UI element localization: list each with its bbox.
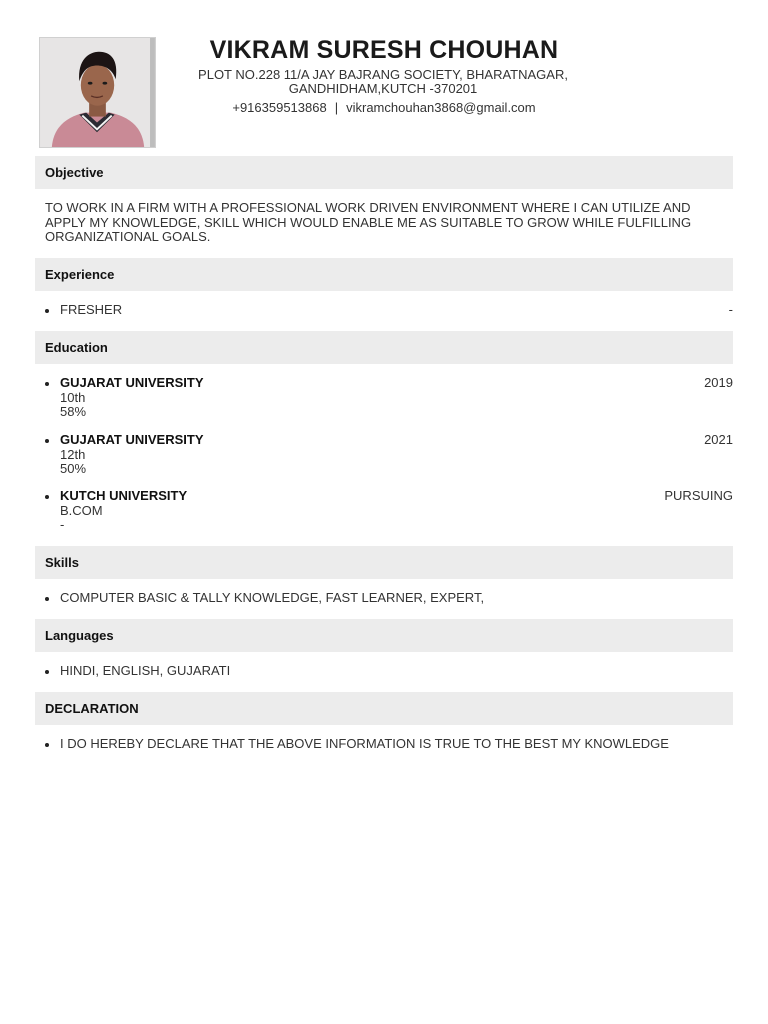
address — [190, 68, 576, 96]
bullet-dot — [45, 597, 49, 601]
section-declaration-heading: DECLARATION — [35, 692, 733, 725]
education-level: B.COM — [60, 502, 103, 518]
education-institution: GUJARAT UNIVERSITY — [60, 432, 204, 447]
education-institution: GUJARAT UNIVERSITY — [60, 375, 204, 390]
languages-text: HINDI, ENGLISH, GUJARATI — [60, 663, 231, 678]
languages-item — [45, 664, 733, 679]
skills-text: COMPUTER BASIC & TALLY KNOWLEDGE, FAST LEARNER, EXPERT, — [60, 590, 485, 605]
education-year: 2019 — [704, 375, 733, 390]
section-education-heading: Education — [35, 331, 733, 364]
education-level: 10th — [60, 389, 86, 405]
bullet-dot — [45, 309, 49, 313]
bullet-dot — [45, 495, 49, 499]
section-objective-heading: Objective — [35, 156, 733, 189]
bullet-dot — [45, 670, 49, 674]
bullet-dot — [45, 382, 49, 386]
section-languages-heading: Languages — [35, 619, 733, 652]
phone-number: +916359513868 — [232, 100, 327, 115]
address-line-1: PLOT NO.228 11/A JAY BAJRANG SOCIETY, BHARATNAGAR, — [198, 67, 568, 82]
experience-label: FRESHER — [60, 302, 123, 317]
education-status: PURSUING — [664, 488, 733, 503]
contact-line — [0, 100, 768, 115]
email-address: vikramchouhan3868@gmail.com — [346, 100, 536, 115]
education-item — [45, 489, 733, 533]
education-score: 58% — [60, 404, 87, 419]
education-score: - — [60, 517, 65, 532]
education-score: 50% — [60, 461, 87, 476]
education-year: 2021 — [704, 432, 733, 447]
bullet-dot — [45, 439, 49, 443]
bullet-dot — [45, 743, 49, 747]
address-line-2: GANDHIDHAM,KUTCH -370201 — [288, 81, 478, 96]
declaration-item — [45, 737, 733, 752]
experience-item — [45, 303, 733, 318]
experience-duration: - — [728, 302, 733, 317]
skills-item — [45, 591, 733, 606]
objective-text: TO WORK IN A FIRM WITH A PROFESSIONAL WORK DRIVEN ENVIRONMENT WHERE I CAN UTILIZE AND APPLY MY KNOWLEDGE, SKILL WHICH WOULD ENABLE ME AS SUITABLE TO GROW WHILE FULFILLING ORGANIZATIONAL GOALS. — [45, 200, 692, 244]
education-item — [45, 376, 733, 420]
section-experience-heading: Experience — [35, 258, 733, 291]
declaration-text: I DO HEREBY DECLARE THAT THE ABOVE INFORMATION IS TRUE TO THE BEST MY KNOWLEDGE — [60, 736, 669, 751]
section-skills-heading: Skills — [35, 546, 733, 579]
candidate-name: VIKRAM SURESH CHOUHAN — [209, 36, 559, 64]
education-level: 12th — [60, 446, 86, 462]
education-institution: KUTCH UNIVERSITY — [60, 488, 188, 503]
education-item — [45, 433, 733, 477]
contact-separator: | — [334, 100, 339, 115]
